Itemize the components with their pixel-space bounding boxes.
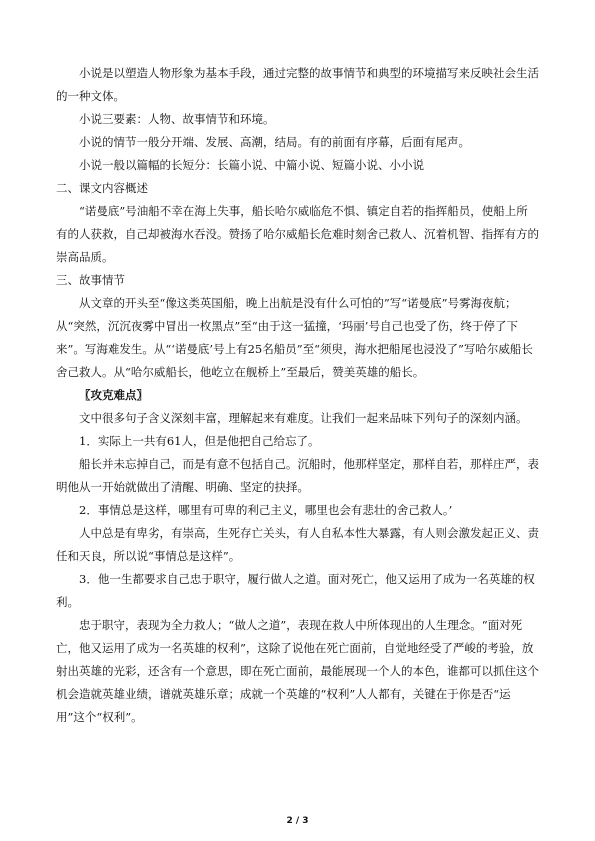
paragraph-novel-definition: 小说是以塑造人物形象为基本手段，通过完整的故事情节和典型的环境描写来反映社会生活的一种文体。 [56, 66, 539, 103]
paragraph-overview: “诺曼底”号油船不幸在海上失事，船长哈尔威临危不惧、镇定自若的指挥船员，使船上所有的人获救，自己却被海水吞没。赞扬了哈尔威船长危难时刻舍己救人、沉着机智、指挥有方的崇高品质。 [56, 204, 539, 264]
sentence-item-1: 1．实际上一共有61人，但是他把自己给忘了。 [79, 434, 320, 448]
page-body [56, 62, 539, 729]
paragraph-three-elements: 小说三要素：人物、故事情节和环境。 [79, 112, 275, 126]
explanation-item-3: 忠于职守，表现为全力救人；“做人之道”，表现在救人中所体现出的人生理念。“面对死亡，他又运用了成为一名英雄的权利”，这除了说他在死亡面前，自觉地经受了严峻的考验，放射出英雄的光彩，还含有一个意思，即在死亡面前，最能展现一个人的本色，谁都可以抓住这个机会造就英雄业绩，谱就英雄乐章；成就一个英雄的“权利”人人都有，关键在于你是否“运用”这个“权利”。 [56, 618, 539, 724]
paragraph-length-types: 小说一般以篇幅的长短分：长篇小说、中篇小说、短篇小说、小小说 [79, 158, 424, 172]
explanation-item-1: 船长并未忘掉自己，而是有意不包括自己。沉船时，他那样坚定，那样自若，那样庄严，表明他从一开始就做出了清醒、明确、坚定的抉择。 [56, 457, 539, 494]
sentence-item-3: 3．他一生都要求自己忠于职守，履行做人之道。面对死亡，他又运用了成为一名英雄的权利。 [56, 572, 535, 609]
paragraph-plot: 从文章的开头至“像这类英国船，晚上出航是没有什么可怕的”写“诺曼底”号雾海夜航；从“突然，沉沉夜雾中冒出一枚黑点”至“由于这一猛撞，‘玛丽’号自己也受了伤，终于停了下来”。写海难发生。从“‘诺曼底’号上有25名船员”至“须臾，海水把船尾也浸没了”写哈尔威船长舍己救人。从“哈尔威船长，他屹立在舰桥上”至最后，赞美英雄的船长。 [56, 296, 533, 379]
paragraph-difficulties-intro: 文中很多句子含义深刻丰富，理解起来有难度。让我们一起来品味下列句子的深刻内涵。 [79, 411, 528, 425]
section-heading-difficulties: 〖攻克难点〗 [79, 388, 148, 402]
explanation-item-2: 人中总是有卑劣，有崇高，生死存亡关头，有人自私本性大暴露，有人则会激发起正义、责任和天良，所以说“事情总是这样”。 [56, 526, 539, 563]
page-number: 2 / 3 [286, 816, 309, 826]
section-heading-overview: 二、课文内容概述 [56, 181, 148, 195]
sentence-item-2: 2．事情总是这样，哪里有可卑的利己主义，哪里也会有悲壮的舍己救人。’ [79, 503, 453, 517]
paragraph-plot-stages: 小说的情节一般分开端、发展、高潮，结局。有的前面有序幕，后面有尾声。 [79, 135, 470, 149]
section-heading-plot: 三、故事情节 [56, 273, 125, 287]
